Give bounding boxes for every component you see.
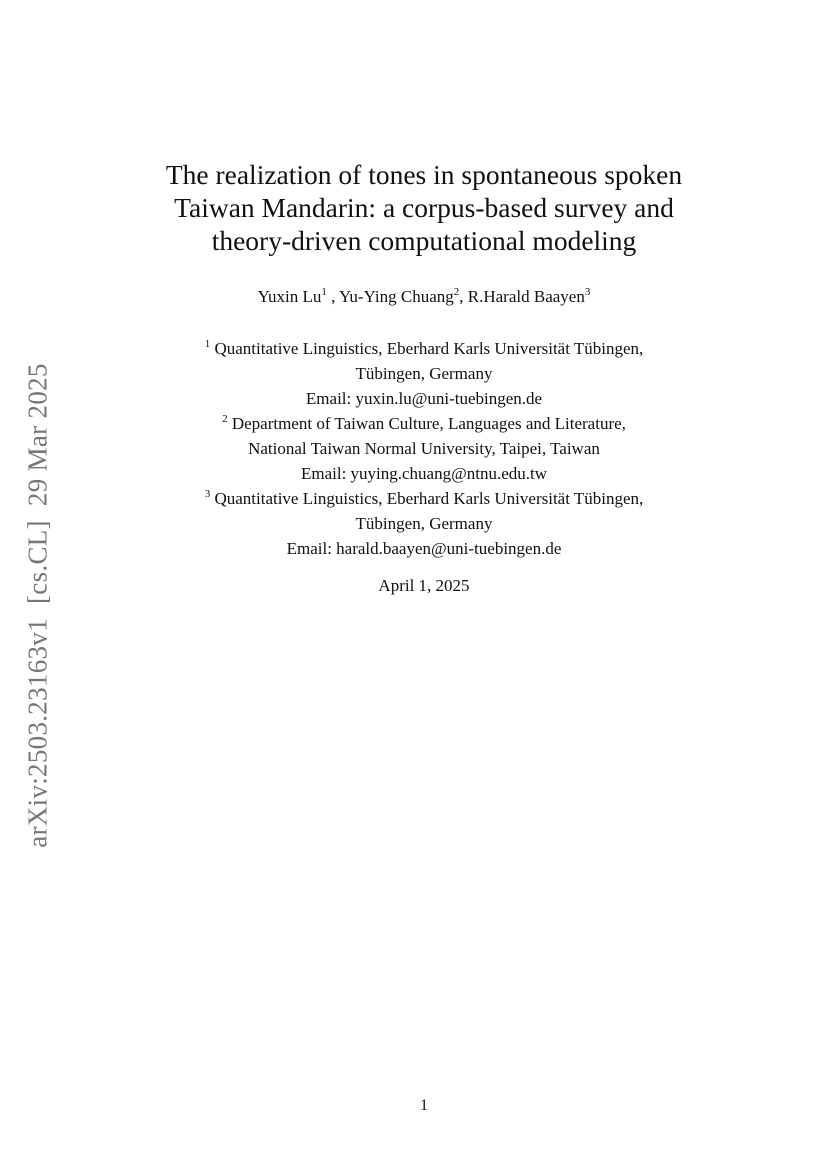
author-name: R.Harald Baayen <box>467 287 585 306</box>
arxiv-identifier-stamp <box>18 360 58 850</box>
author-affiliation-marker: 3 <box>584 286 591 298</box>
affiliation-line <box>100 411 748 436</box>
affiliation-marker: 1 <box>204 338 211 350</box>
affiliation-institution: Quantitative Linguistics, Eberhard Karls Universität Tübingen, <box>214 489 644 508</box>
author-name: Yuxin Lu <box>257 287 322 306</box>
title-line: The realization of tones in spontaneous spoken <box>165 159 683 190</box>
affiliation-list <box>100 336 748 561</box>
affiliation-line <box>100 336 748 361</box>
author-list <box>100 286 748 308</box>
affiliation-marker: 2 <box>222 413 228 425</box>
affiliation-location: Tübingen, Germany <box>355 364 493 383</box>
affiliation-institution: Department of Taiwan Culture, Languages and Literature, <box>231 414 626 433</box>
affiliation-line <box>100 486 748 511</box>
arxiv-identifier-text: arXiv:2503.23163v1 [cs.CL] 29 Mar 2025 <box>22 362 53 848</box>
affiliation-email: Email: harald.baayen@uni-tuebingen.de <box>286 539 562 558</box>
title-line: theory-driven computational modeling <box>211 225 637 256</box>
affiliation-institution: Quantitative Linguistics, Eberhard Karls Universität Tübingen, <box>214 339 644 358</box>
affiliation-location: National Taiwan Normal University, Taipei, Taiwan <box>248 439 600 458</box>
affiliation-marker: 3 <box>204 488 211 500</box>
affiliation-email: Email: yuying.chuang@ntnu.edu.tw <box>300 464 548 483</box>
paper-date: April 1, 2025 <box>378 576 470 595</box>
affiliation-email: Email: yuxin.lu@uni-tuebingen.de <box>305 389 543 408</box>
paper-title <box>100 158 748 257</box>
author-separator: , <box>326 287 340 306</box>
author-affiliation-marker: 2 <box>453 286 460 298</box>
affiliation-location: Tübingen, Germany <box>355 514 493 533</box>
page-number: 1 <box>420 1097 428 1114</box>
title-line: Taiwan Mandarin: a corpus-based survey and <box>174 192 674 223</box>
author-separator: , <box>459 287 468 306</box>
author-affiliation-marker: 1 <box>321 286 327 298</box>
author-name: Yu-Ying Chuang <box>339 287 454 306</box>
